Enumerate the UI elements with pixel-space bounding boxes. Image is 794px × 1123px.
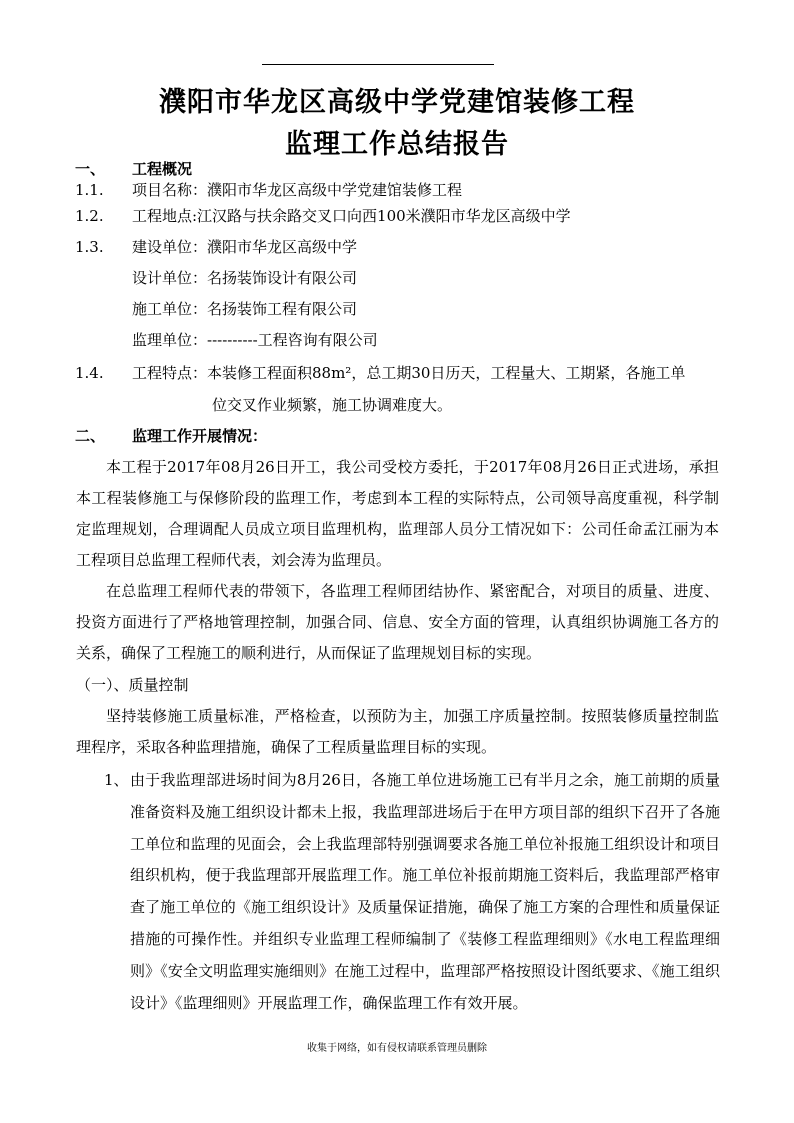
item-number: 1.4. [75, 364, 104, 382]
item-text: 项目名称：濮阳市华龙区高级中学党建馆装修工程 [132, 181, 463, 199]
header-rule [262, 64, 494, 65]
item-text: 工程地点:江汉路与扶余路交叉口向西100米濮阳市华龙区高级中学 [132, 207, 571, 225]
document-title-line2: 监理工作总结报告 [285, 129, 509, 160]
paragraph: 本工程于2017年08月26日开工，我公司受校方委托，于2017年08月26日正式进场，承担本工程装修施工与保修阶段的监理工作，考虑到本工程的实际特点，公司领导高度重视，科学制定监理规划，合理调配人员成立项目监理机构，监理部人员分工情况如下：公司任命孟江丽为本工程项目总监理工程师代表，刘会涛为监理员。 [76, 458, 719, 569]
list-number: 1、 [104, 771, 129, 789]
list-item [104, 765, 724, 1045]
paragraph: 在总监理工程师代表的带领下，各监理工程师团结协作、紧密配合，对项目的质量、进度、投资方面进行了严格地管理控制，加强合同、信息、安全方面的管理，认真组织协调施工各方的关系，确保了工程施工的顺利进行，从而保证了监理规划目标的实现。 [76, 582, 719, 662]
section-heading: 工程概况 [132, 160, 193, 178]
item-text: 位交叉作业频繁，施工协调难度大。 [212, 396, 453, 414]
section-heading: 监理工作开展情况： [132, 427, 268, 445]
item-number: 1.3. [75, 238, 104, 256]
item-number: 1.2. [75, 207, 104, 225]
section-number: 一、 [75, 160, 106, 178]
item-text: 施工单位：名扬装饰工程有限公司 [132, 300, 358, 318]
item-text: 工程特点：本装修工程面积88m²，总工期30日历天，工程量大、工期紧，各施工单 [132, 364, 686, 382]
subsection-heading: （一）、质量控制 [76, 676, 189, 694]
item-text: 建设单位：濮阳市华龙区高级中学 [132, 238, 358, 256]
document-title-line1: 濮阳市华龙区高级中学党建馆装修工程 [159, 87, 635, 118]
list-text: 由于我监理部进场时间为8月26日，各施工单位进场施工已有半月之余，施工前期的质量准备资料及施工组织设计都未上报，我监理部进场后于在甲方项目部的组织下召开了各施工单位和监理的见面会，会上我监理部特别强调要求各施工单位补报施工组织设计和项目组织机构，便于我监理部开展监理工作。施工单位补报前期施工资料后，我监理部严格审查了施工单位的《施工组织设计》及质量保证措施，确保了施工方案的合理性和质量保证措施的可操作性。并组织专业监理工程师编制了《装修工程监理细则》《水电工程监理细则》《安全文明监理实施细则》在施工过程中，监理部严格按照设计图纸要求、《施工组织设计》《监理细则》开展监理工作，确保监理工作有效开展。 [130, 771, 720, 1012]
item-text: 监理单位：----------工程咨询有限公司 [132, 331, 378, 349]
section-number: 二、 [75, 427, 106, 445]
item-text: 设计单位：名扬装饰设计有限公司 [132, 269, 358, 287]
item-number: 1.1. [75, 181, 104, 199]
paragraph: 坚持装修施工质量标准，严格检查，以预防为主，加强工序质量控制。按照装修质量控制监理程序，采取各种监理措施，确保了工程质量监理目标的实现。 [76, 707, 719, 756]
footer-note: 收集于网络，如有侵权请联系管理员删除 [307, 1043, 487, 1054]
